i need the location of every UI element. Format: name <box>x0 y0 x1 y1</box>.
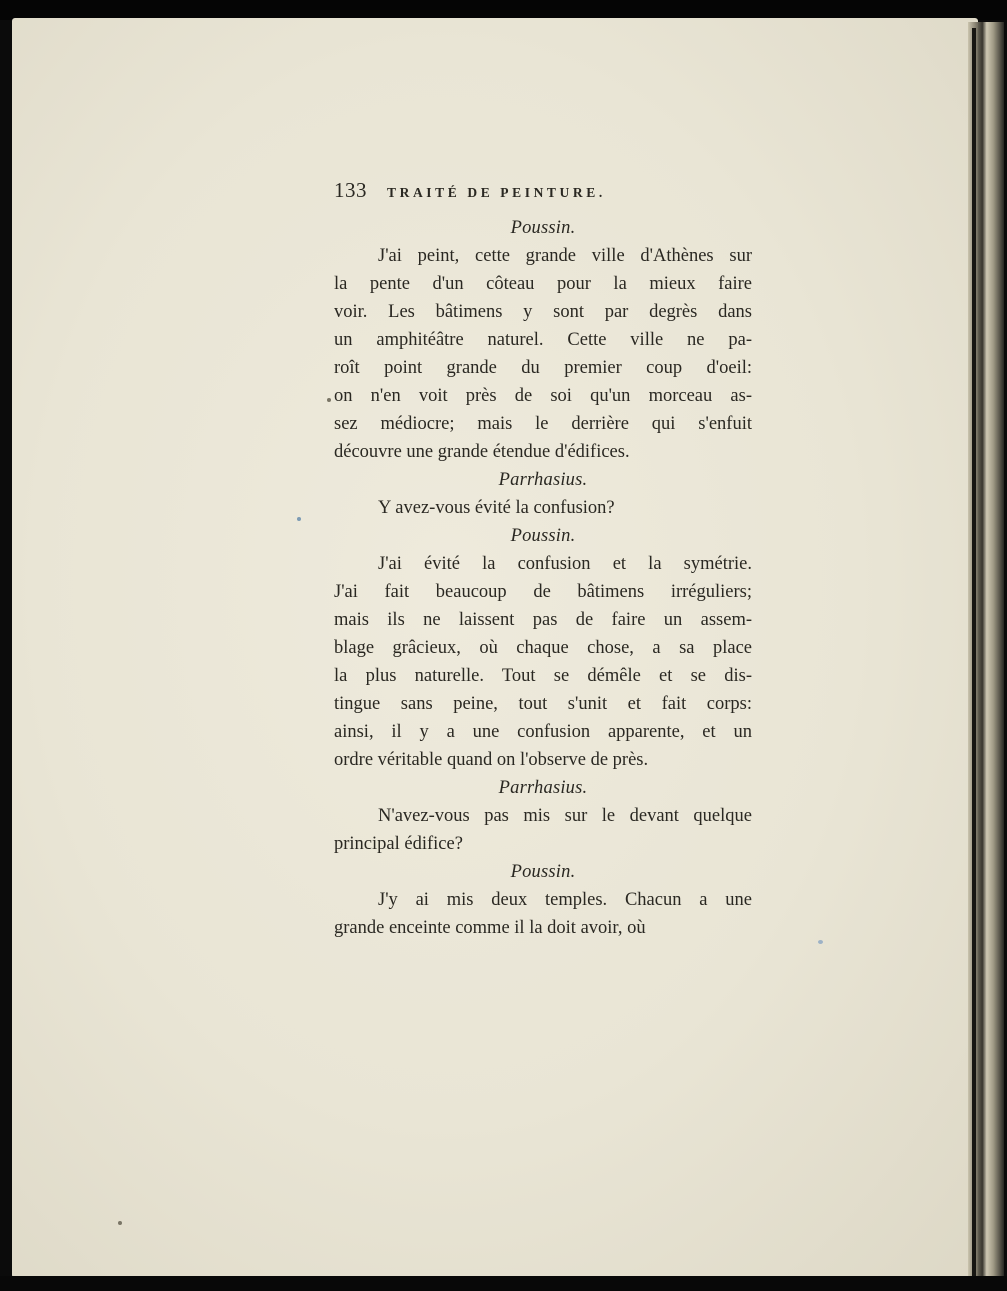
text-line: principal édifice? <box>334 834 463 854</box>
scan-top-border <box>0 0 1007 20</box>
speech-paragraph <box>334 494 752 522</box>
text-line: sez médiocre; mais le derrière qui s'enfuit <box>334 414 752 434</box>
text-line: grande enceinte comme il la doit avoir, où <box>334 918 646 938</box>
text-line: roît point grande du premier coup d'oeil: <box>334 358 752 378</box>
ink-speck <box>818 940 823 944</box>
page-number: 133 <box>334 178 367 202</box>
text-line: mais ils ne laissent pas de faire un assem- <box>334 610 752 630</box>
text-line: découvre une grande étendue d'édifices. <box>334 442 630 462</box>
text-line: Y avez-vous évité la confusion? <box>378 498 615 518</box>
page-text <box>334 178 752 942</box>
text-line: J'ai peint, cette grande ville d'Athènes sur <box>378 246 752 266</box>
speaker-name: Parrhasius. <box>498 470 588 490</box>
scan-bottom-border <box>0 1276 1007 1291</box>
speaker-name: Parrhasius. <box>498 778 588 798</box>
text-line: la plus naturelle. Tout se démêle et se dis- <box>334 666 752 686</box>
speaker-name: Poussin. <box>510 218 576 238</box>
running-header <box>334 178 752 214</box>
speech-paragraph <box>334 242 752 466</box>
text-line: on n'en voit près de soi qu'un morceau as- <box>334 386 752 406</box>
text-line: N'avez-vous pas mis sur le devant quelque <box>378 806 752 826</box>
text-line: J'ai fait beaucoup de bâtimens irréguliers; <box>334 582 752 602</box>
speaker-name: Poussin. <box>510 862 576 882</box>
page-gutter-shadow <box>972 28 976 1276</box>
text-line: J'ai évité la confusion et la symétrie. <box>378 554 752 574</box>
speech-paragraph <box>334 550 752 774</box>
speech-paragraph <box>334 886 752 942</box>
text-line: voir. Les bâtimens y sont par degrès dans <box>334 302 752 322</box>
text-line: ainsi, il y a une confusion apparente, et un <box>334 722 752 742</box>
speech-paragraph <box>334 802 752 858</box>
text-line: blage grâcieux, où chaque chose, a sa place <box>334 638 752 658</box>
text-line: ordre véritable quand on l'observe de près. <box>334 750 649 770</box>
running-title: TRAITÉ DE PEINTURE. <box>387 185 606 200</box>
text-line: un amphitéâtre naturel. Cette ville ne pa- <box>334 330 752 350</box>
dialogue <box>334 214 752 942</box>
ink-speck <box>327 398 331 402</box>
ink-speck <box>297 517 301 521</box>
speaker-name: Poussin. <box>510 526 576 546</box>
text-line: tingue sans peine, tout s'unit et fait corps: <box>334 694 752 714</box>
text-line: J'y ai mis deux temples. Chacun a une <box>378 890 752 910</box>
ink-speck <box>118 1221 122 1225</box>
text-line: la pente d'un côteau pour la mieux faire <box>334 274 752 294</box>
